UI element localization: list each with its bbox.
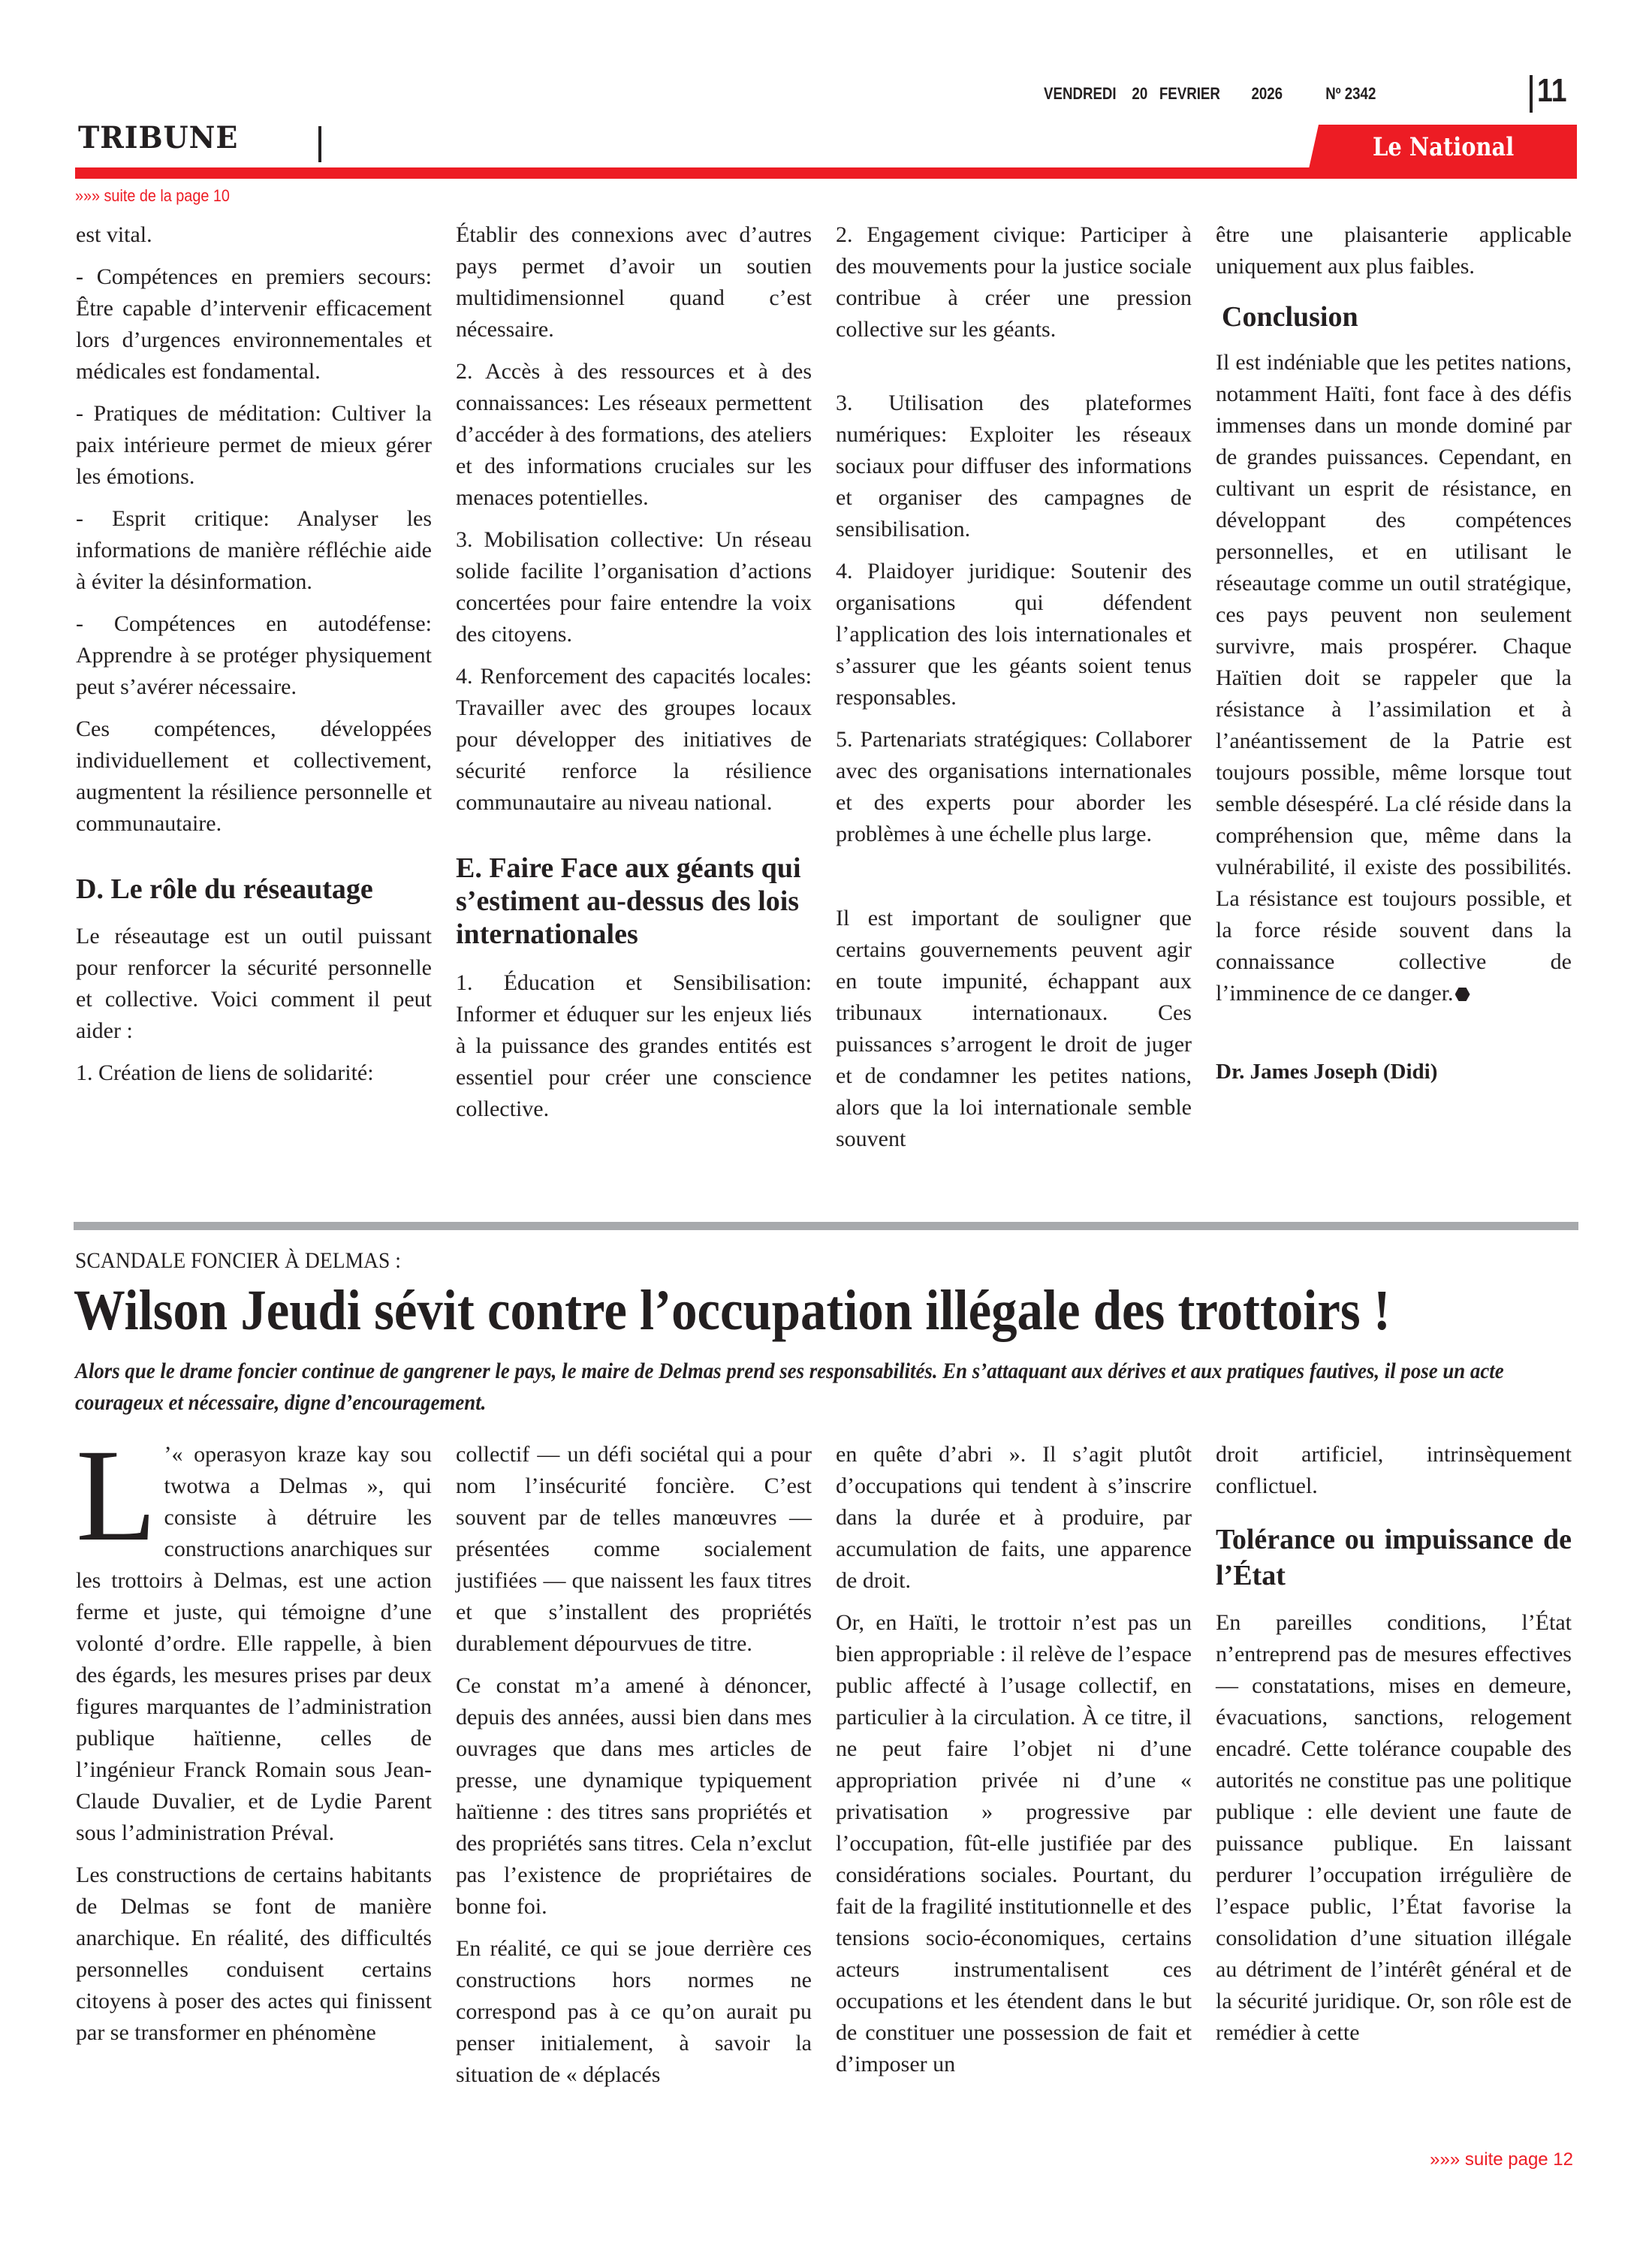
conclusion-paragraph: Il est indéniable que les petites nations, notamment Haïti, font face à des défis immenses dans un monde dominé par de grandes puissances. Cependant, en cultivant un esprit de résistance, en développant des compétences personnelles, et en utilisant le réseautage comme un outil stratégique, ces pays peuvent non seulement survivre, mais prospérer. Chaque Haïtien doit se rappeler que la résistance à l’assimilation et à l’anéantissement de la Patrie est toujours possible, même lorsque tout semble désespéré. La clé réside dans la compréhension que, même dans la vulnérabilité, il existe des possibilités. La résistance est toujours possible, et la force réside souvent dans la connaissance collective de l’imminence de ce danger. (1216, 350, 1572, 1006)
paragraph: droit artificiel, intrinsèquement conflictuel. (1216, 1442, 1572, 1498)
paragraph: L ’« operasyon kraze kay sou twotwa a Delmas », qui consiste à détruire les constructions anarchiques sur les trottoirs à Delmas, est une action ferme et juste, qui témoigne d’une volonté d’ordre. Elle rappelle, à bien des égards, les mesures prises par deux figures marquantes de l’administration publique haïtienne, celles de l’ingénieur Franck Romain sous Jean-Claude Duvalier, et de Lydie Parent sous l’administration Préval. (76, 1422, 432, 1845)
paragraph: 3. Utilisation des plateformes numériques: Exploiter les réseaux sociaux pour diffuser des informations et organiser des campagnes de sensibilisation. (836, 391, 1192, 541)
subheading-tolerance: Tolérance ou impuissance de l’État (1216, 1524, 1572, 1591)
paragraph: 5. Partenariats stratégiques: Collaborer avec des organisations internationales et des experts pour aborder les problèmes à une échelle plus large. (836, 727, 1192, 846)
paragraph: 3. Mobilisation collective: Un réseau solide facilite l’organisation d’actions concertées pour faire entendre la voix des citoyens. (456, 527, 812, 647)
section-divider (318, 126, 321, 162)
drop-cap: L (76, 1422, 157, 1569)
paragraph: 4. Renforcement des capacités locales: Travailler avec des groupes locaux pour développer des initiatives de sécurité renforce la résilience communautaire au niveau national. (456, 664, 812, 815)
article-kicker: SCANDALE FONCIER À DELMAS : (75, 1248, 401, 1273)
article-headline: Wilson Jeudi sévit contre l’occupation illégale des trottoirs ! (74, 1279, 1391, 1342)
paragraph: est vital. (76, 222, 152, 247)
paragraph: collectif — un défi sociétal qui a pour nom l’insécurité foncière. C’est souvent par de telles manœuvres — présentées comme socialement justifiées — que naissent les faux titres et que s’installent des propriétés durablement dépourvues de titre. (456, 1442, 812, 1656)
paragraph: Les constructions de certains habitants de Delmas se font de manière anarchique. En réalité, des difficultés personnelles conduisent certains citoyens à poser des actes qui finissent par se transformer en phénomène (76, 1862, 432, 2045)
paragraph: - Pratiques de méditation: Cultiver la paix intérieure permet de mieux gérer les émotions. (76, 401, 432, 489)
paragraph: 1. Création de liens de solidarité: (76, 1060, 374, 1085)
article-column-4 (1216, 1439, 1572, 2059)
paragraph: être une plaisanterie applicable uniquement aux plus faibles. (1216, 222, 1572, 279)
section-heading-conclusion: Conclusion (1222, 301, 1358, 333)
paragraph: - Compétences en autodéfense: Apprendre à se protéger physiquement peut s’avérer nécessaire. (76, 611, 432, 699)
paragraph: 1. Éducation et Sensibilisation: Informer et éduquer sur les enjeux liés à la puissance des grandes entités est essentiel pour créer une conscience collective. (456, 970, 812, 1121)
tribune-column-2 (456, 219, 812, 1136)
author-byline: Dr. James Joseph (Didi) (1216, 1060, 1438, 1084)
issue-day: VENDREDI (1044, 84, 1117, 103)
paragraph: Ce constat m’a amené à dénoncer, depuis des années, aussi bien dans mes ouvrages que dans mes articles de presse, une dynamique typiquement haïtienne : des titres sans propriétés et des propriétés sans titres. Cela n’exclut pas l’existence de propriétaires de bonne foi. (456, 1673, 812, 1919)
page-number: 11 (1537, 72, 1567, 109)
issue-date (1044, 84, 1376, 104)
article-separator (74, 1222, 1578, 1230)
paragraph: 2. Accès à des ressources et à des connaissances: Les réseaux permettent d’accéder à des formations, des ateliers et des informations cruciales sur les menaces potentielles. (456, 359, 812, 510)
paragraph: en quête d’abri ». Il s’agit plutôt d’occupations qui tendent à s’inscrire dans la durée et à produire, par accumulation de faits, une apparence de droit. (836, 1442, 1192, 1593)
paragraph: 2. Engagement civique: Participer à des mouvements pour la justice sociale contribue à créer une pression collective sur les géants. (836, 222, 1192, 342)
section-heading-d: D. Le rôle du réseautage (76, 873, 373, 905)
article-standfirst: Alors que le drame foncier continue de gangrener le pays, le maire de Delmas prend ses responsabilités. En s’attaquant aux dérives et aux pratiques fautives, il pose un acte courageux et nécessaire, digne d’encouragement. (75, 1359, 1504, 1415)
tribune-column-4 (1216, 219, 1572, 1098)
brand-logo: Le National (1373, 132, 1515, 162)
issue-number: Nº 2342 (1325, 84, 1376, 103)
continued-on-link[interactable]: »»» suite page 12 (1430, 2149, 1573, 2170)
section-title: TRIBUNE (78, 120, 239, 155)
issue-month: FEVRIER (1159, 84, 1220, 103)
article-column-2 (456, 1439, 812, 2101)
paragraph: 4. Plaidoyer juridique: Soutenir des organisations qui défendent l’application des lois internationales et s’assurer que les géants soient tenus responsables. (836, 559, 1192, 710)
paragraph: Établir des connexions avec d’autres pays permet d’avoir un soutien multidimensionnel quand c’est nécessaire. (456, 222, 812, 342)
paragraph: - Compétences en premiers secours: Être capable d’intervenir efficacement lors d’urgences environnementales et médicales est fondamental. (76, 264, 432, 384)
issue-year: 2026 (1251, 84, 1283, 103)
issue-day-number: 20 (1132, 84, 1148, 103)
paragraph: Ces compétences, développées individuellement et collectivement, augmentent la résilience personnelle et communautaire. (76, 716, 432, 836)
paragraph: - Esprit critique: Analyser les informations de manière réfléchie aide à éviter la désinformation. (76, 506, 432, 594)
paragraph: En réalité, ce qui se joue derrière ces constructions hors normes ne correspond pas à ce qu’on aurait pu penser initialement, à savoir la situation de « déplacés (456, 1936, 812, 2087)
paragraph: En pareilles conditions, l’État n’entreprend pas de mesures effectives — constatations, mises en demeure, évacuations, sanctions, relogement encadré. Cette tolérance coupable des autorités ne constitue pas une politique publique : elle devient une faute de puissance publique. En laissant perdurer l’occupation irrégulière de l’espace public, l’État favorise la consolidation d’une situation illégale au détriment de l’intérêt général et de la sécurité juridique. Or, son rôle est de remédier à cette (1216, 1610, 1572, 2045)
article-column-3 (836, 1439, 1192, 2091)
section-heading-e: E. Faire Face aux géants qui s’estiment au-dessus des lois internationales (456, 852, 801, 950)
end-of-article-icon (1455, 988, 1470, 1001)
paragraph: Il est important de souligner que certains gouvernements peuvent agir en toute impunité, échappant aux tribunaux internationaux. Ces puissances s’arrogent le droit de juger et de condamner les petites nations, alors que la loi internationale semble souvent (836, 906, 1192, 1151)
tribune-column-1 (76, 219, 432, 1099)
continued-from-link[interactable]: »»» suite de la page 10 (75, 186, 230, 205)
header-rule (75, 167, 1577, 179)
paragraph: Or, en Haïti, le trottoir n’est pas un bien appropriable : il relève de l’espace public affecté à l’usage collectif, en particulier à la circulation. À ce titre, il ne peut faire l’objet ni d’une appropriation privée ni d’une « privatisation » progressive par l’occupation, fût-elle justifiée par des considérations sociales. Pourtant, du fait de la fragilité institutionnelle et des tensions socio-économiques, certains acteurs instrumentalisent ces occupations et les étendent dans le but de constituer une possession de fait et d’imposer un (836, 1610, 1192, 2077)
paragraph: Le réseautage est un outil puissant pour renforcer la sécurité personnelle et collective. Voici comment il peut aider : (76, 924, 432, 1043)
article-column-1 (76, 1422, 432, 2059)
tribune-column-3 (836, 219, 1192, 1166)
page-number-divider (1530, 75, 1533, 113)
